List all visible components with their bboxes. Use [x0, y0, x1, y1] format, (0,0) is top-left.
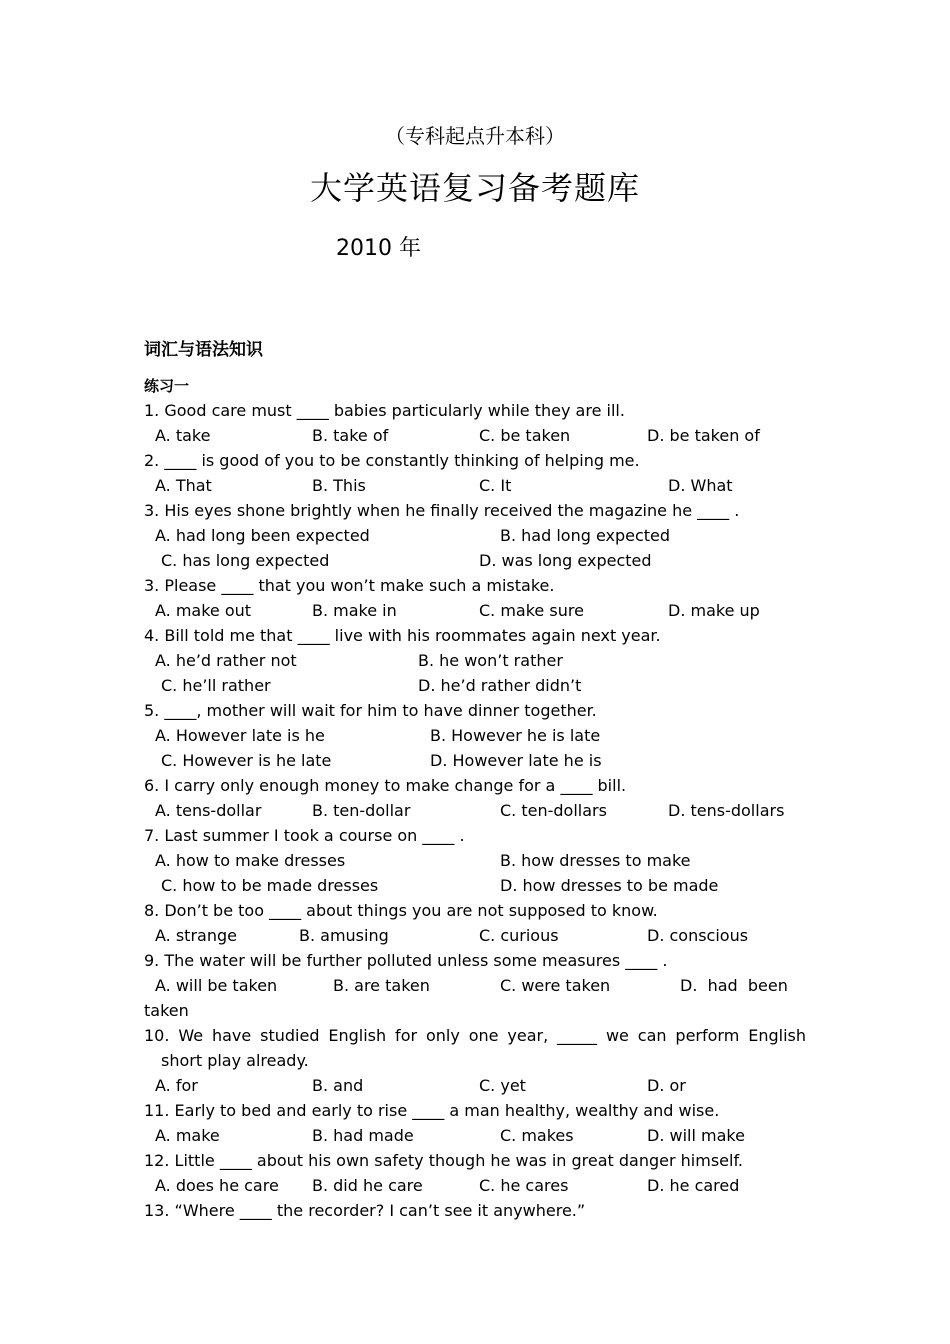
- option: B. make in: [312, 601, 397, 620]
- option: C. he cares: [479, 1176, 569, 1195]
- option: A. make: [155, 1126, 220, 1145]
- question-stem: 1. Good care must ____ babies particularly while they are ill.: [144, 401, 625, 420]
- option: A. strange: [155, 926, 237, 945]
- option-row: [144, 923, 806, 948]
- option-row: [144, 648, 806, 673]
- option: D. will make: [647, 1126, 745, 1145]
- question-stem: 6. I carry only enough money to make change for a ____ bill.: [144, 776, 627, 795]
- question-stem: 11. Early to bed and early to rise ____ a man healthy, wealthy and wise.: [144, 1101, 720, 1120]
- option: D. What: [668, 476, 733, 495]
- option: D. However late he is: [430, 751, 602, 770]
- option-row: [144, 723, 806, 748]
- option: B. amusing: [299, 926, 389, 945]
- option-row: [144, 598, 806, 623]
- document-subtitle: （专科起点升本科）: [385, 124, 565, 148]
- option: B. had made: [312, 1126, 414, 1145]
- option: D. how dresses to be made: [500, 876, 719, 895]
- option: C. he’ll rather: [161, 676, 271, 695]
- option: C. curious: [479, 926, 559, 945]
- option: A. how to make dresses: [155, 851, 346, 870]
- document-title: 大学英语复习备考题库: [309, 169, 640, 207]
- option: B. how dresses to make: [500, 851, 691, 870]
- question-stem: 5. ____, mother will wait for him to have dinner together.: [144, 701, 597, 720]
- question-stem: 12. Little ____ about his own safety though he was in great danger himself.: [144, 1151, 743, 1170]
- option: C. ten-dollars: [500, 801, 607, 820]
- option: A. take: [155, 426, 211, 445]
- option: C. makes: [500, 1126, 574, 1145]
- option: A. does he care: [155, 1176, 279, 1195]
- option-row: [144, 873, 806, 898]
- question-stem: 8. Don’t be too ____ about things you are not supposed to know.: [144, 901, 658, 920]
- question-stem: 2. ____ is good of you to be constantly thinking of helping me.: [144, 451, 640, 470]
- option: C. It: [479, 476, 512, 495]
- option-row: [144, 748, 806, 773]
- option: B. did he care: [312, 1176, 423, 1195]
- option: B. This: [312, 476, 366, 495]
- question-stem: 3. His eyes shone brightly when he finally received the magazine he ____ .: [144, 501, 740, 520]
- question-stem: 4. Bill told me that ____ live with his roommates again next year.: [144, 626, 661, 645]
- option: B. take of: [312, 426, 389, 445]
- option-row: [144, 973, 806, 998]
- option: C. yet: [479, 1076, 526, 1095]
- option-row: [144, 473, 806, 498]
- option: A. will be taken: [155, 976, 278, 995]
- question-list: [144, 398, 806, 1223]
- option-row: [144, 1073, 806, 1098]
- option-row: [144, 798, 806, 823]
- option-row: [144, 1123, 806, 1148]
- option: D. or: [647, 1076, 686, 1095]
- option: C. However is he late: [161, 751, 332, 770]
- option: B. are taken: [333, 976, 430, 995]
- question-stem: 10. We have studied English for only one year, _____ we can perform English: [144, 1026, 806, 1045]
- option-row: [144, 673, 806, 698]
- question-stem: 3. Please ____ that you won’t make such a mistake.: [144, 576, 555, 595]
- option: D. tens-dollars: [668, 801, 785, 820]
- option: A. However late is he: [155, 726, 325, 745]
- option: D. he’d rather didn’t: [418, 676, 582, 695]
- option: A. for: [155, 1076, 198, 1095]
- option: D. had been: [680, 976, 788, 995]
- question-stem-continuation: short play already.: [161, 1051, 309, 1070]
- document-year: 2010 年: [336, 236, 421, 261]
- option: A. he’d rather not: [155, 651, 297, 670]
- option-row: [144, 848, 806, 873]
- option-row: [144, 1173, 806, 1198]
- option: D. was long expected: [479, 551, 652, 570]
- option: B. ten-dollar: [312, 801, 411, 820]
- option: C. be taken: [479, 426, 571, 445]
- option: A. had long been expected: [155, 526, 370, 545]
- option: A. make out: [155, 601, 252, 620]
- exercise-title: 练习一: [144, 377, 190, 395]
- option: D. be taken of: [647, 426, 760, 445]
- option-row: [144, 523, 806, 548]
- question-stem: 7. Last summer I took a course on ____ .: [144, 826, 465, 845]
- option: D. conscious: [647, 926, 749, 945]
- option: D. make up: [668, 601, 760, 620]
- option: B. and: [312, 1076, 364, 1095]
- option: A. tens-dollar: [155, 801, 262, 820]
- option-row: [144, 548, 806, 573]
- option: C. has long expected: [161, 551, 330, 570]
- section-title: 词汇与语法知识: [144, 340, 263, 360]
- option: C. were taken: [500, 976, 611, 995]
- option: C. make sure: [479, 601, 584, 620]
- option: A. That: [155, 476, 212, 495]
- question-stem: 13. “Where ____ the recorder? I can’t see it anywhere.”: [144, 1201, 586, 1220]
- question-stem: 9. The water will be further polluted unless some measures ____ .: [144, 951, 668, 970]
- option: B. had long expected: [500, 526, 671, 545]
- option: D. he cared: [647, 1176, 740, 1195]
- option-continuation: taken: [144, 1001, 189, 1020]
- option: B. he won’t rather: [418, 651, 563, 670]
- option-row: [144, 423, 806, 448]
- option: B. However he is late: [430, 726, 601, 745]
- option: C. how to be made dresses: [161, 876, 379, 895]
